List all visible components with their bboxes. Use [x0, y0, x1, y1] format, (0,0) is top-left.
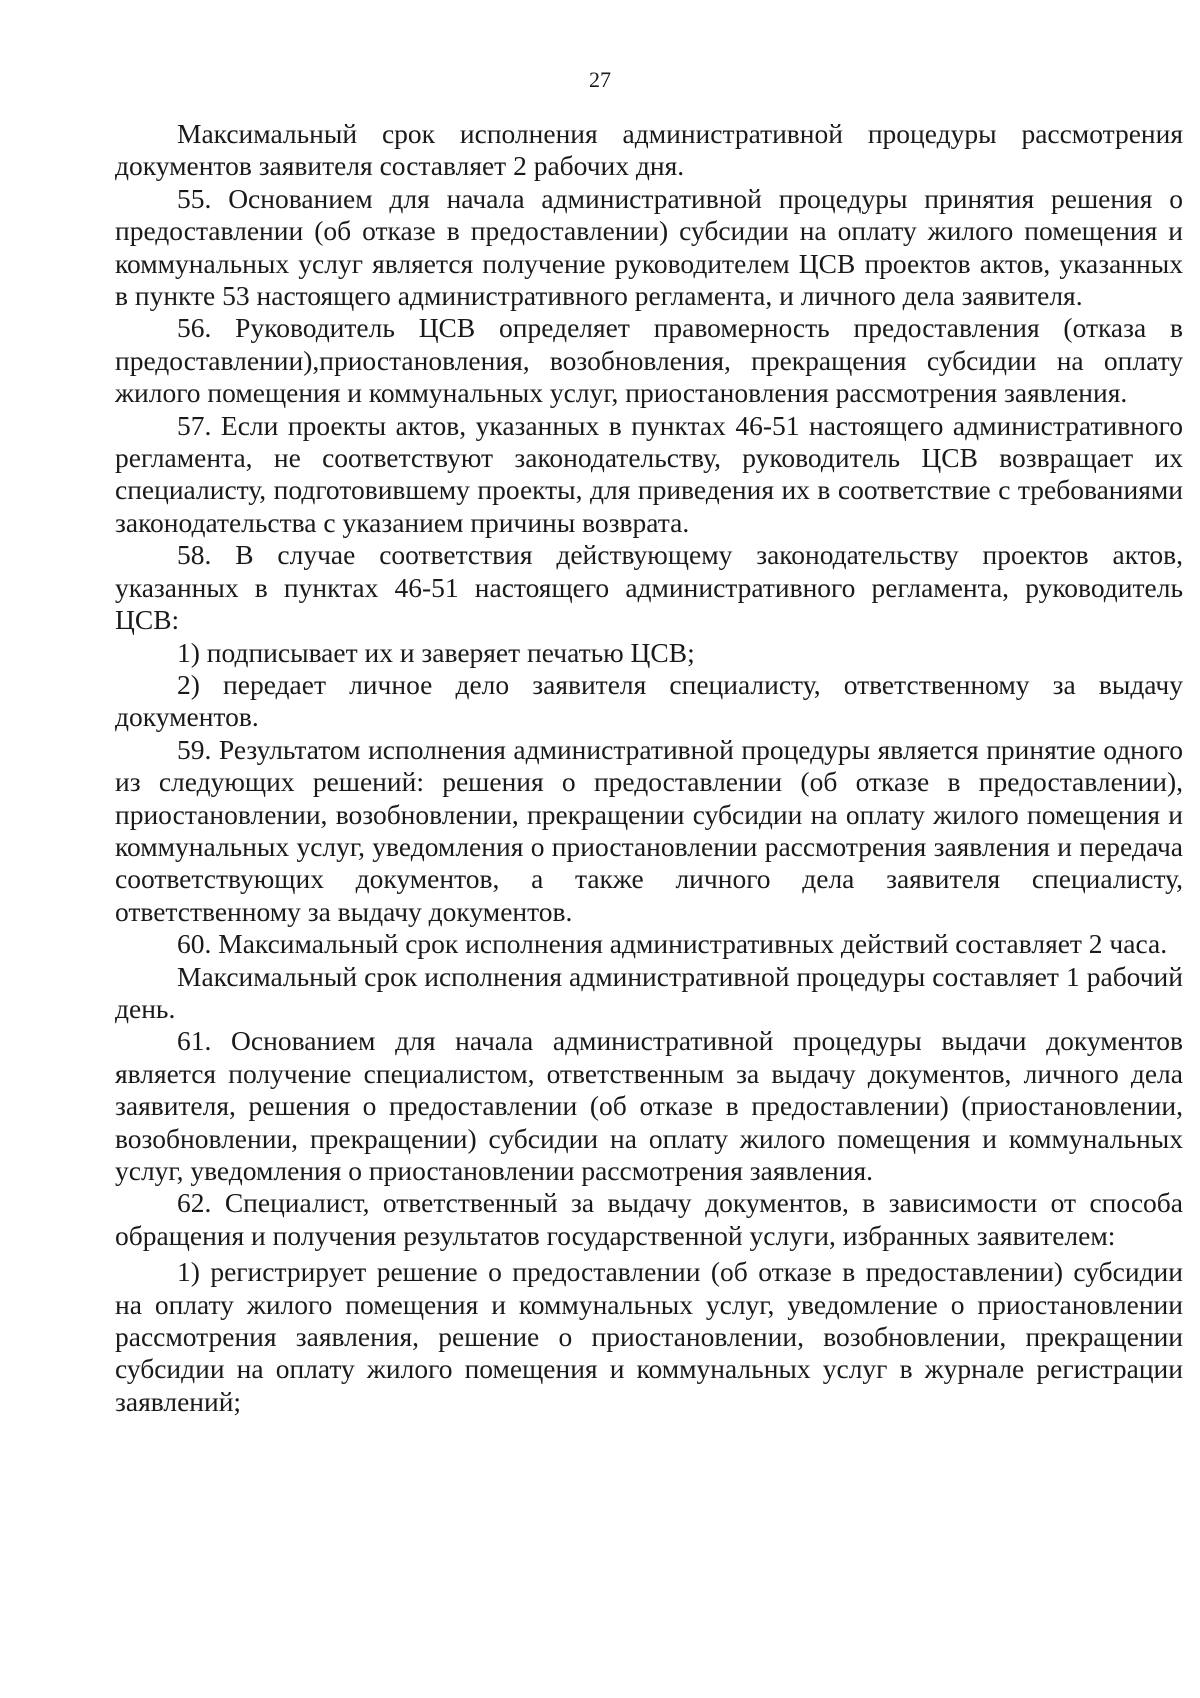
paragraph-58: 58. В случае соответствия действующему законодательству проектов актов, указанных в пунктах 46-51 настоящего административного регламента, руководитель ЦСВ: — [115, 539, 1183, 636]
paragraph-58-item-2: 2) передает личное дело заявителя специалисту, ответственному за выдачу документов. — [115, 668, 1183, 733]
paragraph-61: 61. Основанием для начала административной процедуры выдачи документов является получение специалистом, ответственным за выдачу документов, личного дела заявителя, решения о предоставлении (об отказе в предоставлении) (приостановлении, возобновлении, прекращении) субсидии на оплату жилого помещения и коммунальных услуг, уведомления о приостановлении рассмотрения заявления. — [115, 1025, 1183, 1186]
paragraph-59: 59. Результатом исполнения административной процедуры является принятие одного из следующих решений: решения о предоставлении (об отказе в предоставлении), приостановлении, возобновлении, прекращении субсидии на оплату жилого помещения и коммунальных услуг, уведомления о приостановлении рассмотрения заявления и передача соответствующих документов, а также личного дела заявителя специалисту, ответственному за выдачу документов. — [115, 733, 1183, 927]
page-number: 27 — [589, 67, 611, 92]
paragraph-62: 62. Специалист, ответственный за выдачу документов, в зависимости от способа обращения и получения результатов государственной услуги, избранных заявителем: — [115, 1187, 1183, 1251]
paragraph-57: 57. Если проекты актов, указанных в пунктах 46-51 настоящего административного регламента, не соответствуют законодательству, руководитель ЦСВ возвращает их специалисту, подготовившему проекты, для приведения их в соответствие с требованиями законодательства с указанием причины возврата. — [115, 409, 1183, 538]
paragraph-max-term-procedure: Максимальный срок исполнения административной процедуры составляет 1 рабочий день. — [115, 960, 1183, 1024]
document-body — [115, 118, 1183, 1418]
paragraph-62-item-1: 1) регистрирует решение о предоставлении (об отказе в предоставлении) субсидии на оплату жилого помещения и коммунальных услуг, уведомление о приостановлении рассмотрения заявления, решение о приостановлении, возобновлении, прекращении субсидии на оплату жилого помещения и коммунальных услуг в журнале регистрации заявлений; — [115, 1256, 1183, 1417]
paragraph-56: 56. Руководитель ЦСВ определяет правомерность предоставления (отказа в предоставлении),приостановления, возобновления, прекращения субсидии на оплату жилого помещения и коммунальных услуг, приостановления рассмотрения заявления. — [115, 312, 1183, 409]
paragraph-60: 60. Максимальный срок исполнения административных действий составляет 2 часа. — [177, 928, 1168, 960]
paragraph-55: 55. Основанием для начала административной процедуры принятия решения о предоставлении (об отказе в предоставлении) субсидии на оплату жилого помещения и коммунальных услуг является получение руководителем ЦСВ проектов актов, указанных в пункте 53 настоящего административного регламента, и личного дела заявителя. — [115, 182, 1183, 312]
paragraph-58-item-1: 1) подписывает их и заверяет печатью ЦСВ; — [177, 636, 695, 668]
paragraph-max-term-review: Максимальный срок исполнения административной процедуры рассмотрения документов заявителя составляет 2 рабочих дня. — [115, 118, 1183, 182]
